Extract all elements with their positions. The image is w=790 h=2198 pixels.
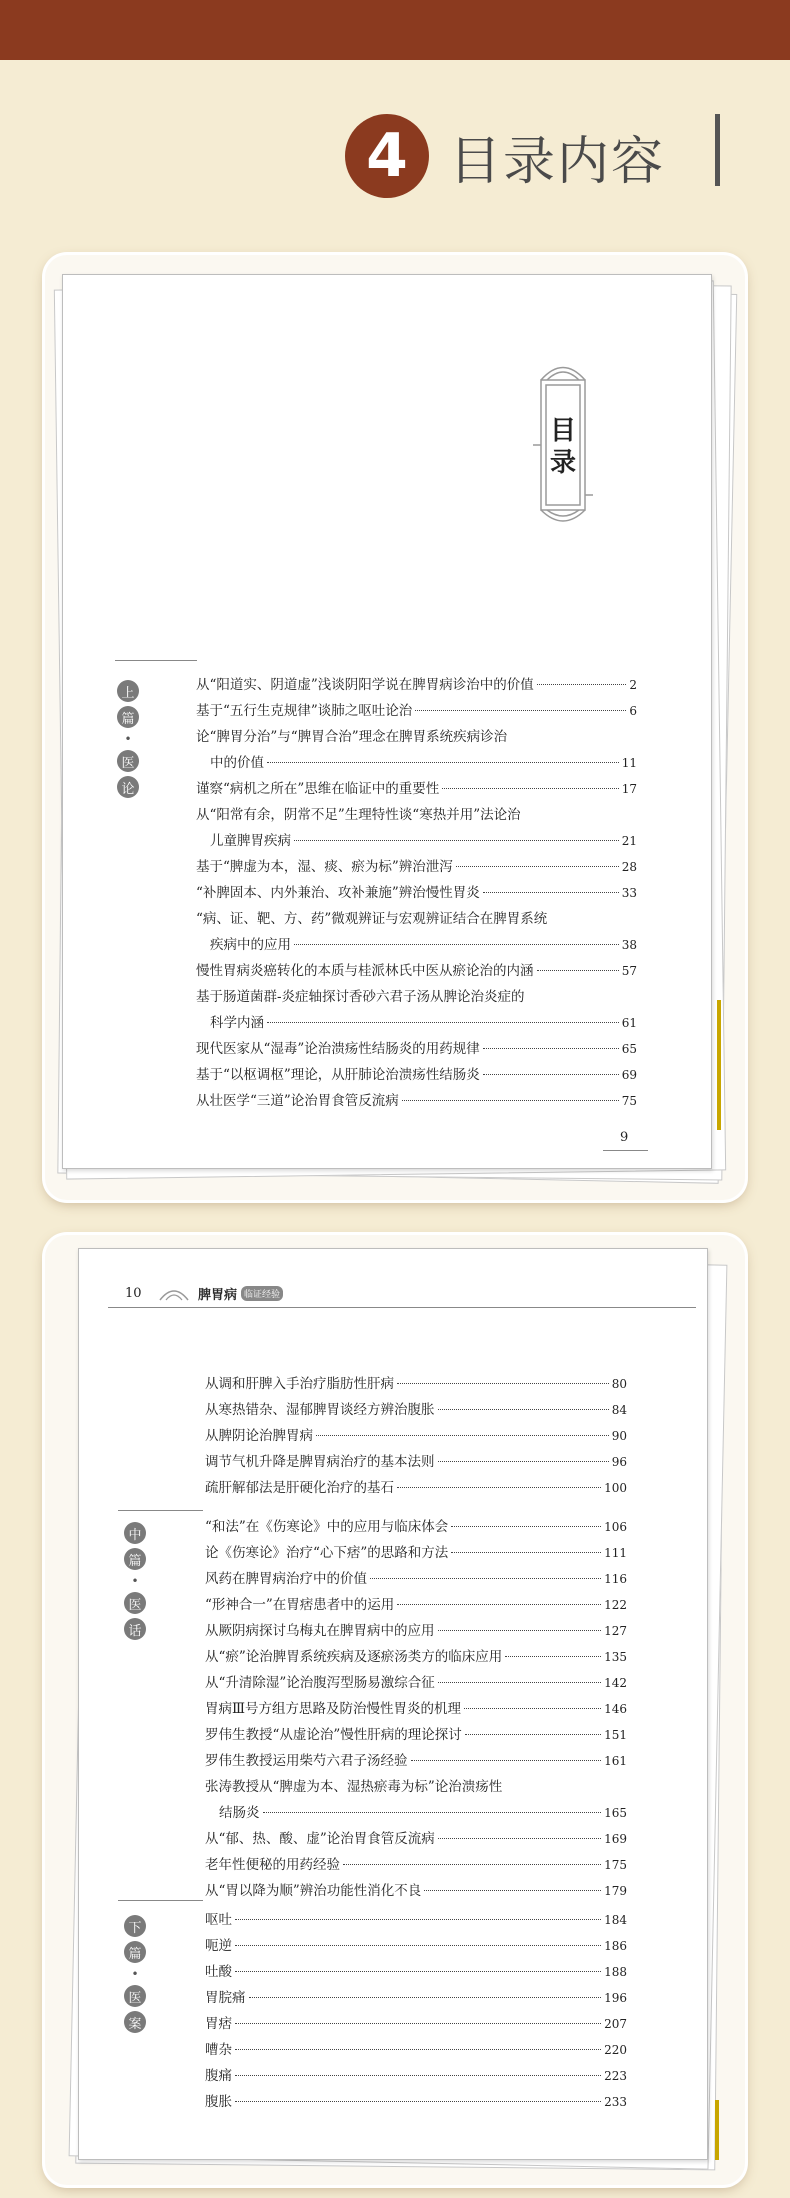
top-banner-bar bbox=[0, 0, 790, 60]
toc-entry-page: 188 bbox=[604, 1965, 627, 1979]
toc-entry-page: 223 bbox=[604, 2069, 627, 2083]
toc-entry[interactable] bbox=[205, 1908, 627, 1934]
heading-divider bbox=[715, 114, 720, 186]
toc-leader-dots bbox=[267, 1022, 619, 1023]
toc-entry-title: 嘈杂 bbox=[205, 2042, 232, 2058]
toc-entry-title: 从“郁、热、酸、虚”论治胃食管反流病 bbox=[205, 1831, 435, 1847]
toc-leader-dots bbox=[438, 1630, 602, 1631]
toc-entry-page: 142 bbox=[604, 1676, 627, 1690]
toc-entry-page: 151 bbox=[604, 1728, 627, 1742]
toc-entry-title: 从调和肝脾入手治疗脂肪性肝病 bbox=[205, 1376, 394, 1392]
toc-entry-page: 111 bbox=[604, 1546, 627, 1560]
part-label-char: 篇 bbox=[117, 706, 139, 728]
header-cloud-icon bbox=[158, 1286, 190, 1302]
toc-leader-dots bbox=[451, 1552, 601, 1553]
toc-entry[interactable] bbox=[210, 1011, 637, 1037]
toc-entry-title: 从厥阴病探讨乌梅丸在脾胃病中的应用 bbox=[205, 1623, 435, 1639]
page-edge-accent bbox=[715, 2100, 719, 2160]
toc-leader-dots bbox=[235, 1919, 601, 1920]
toc-entry[interactable] bbox=[205, 1775, 627, 1801]
toc-entry[interactable] bbox=[196, 1037, 637, 1063]
toc-entry-title: 从寒热错杂、湿郁脾胃谈经方辨治腹胀 bbox=[205, 1402, 435, 1418]
toc-leader-dots bbox=[438, 1461, 609, 1462]
toc-entry-title: “补脾固本、内外兼治、攻补兼施”辨治慢性胃炎 bbox=[196, 885, 480, 901]
toc-leader-dots bbox=[235, 2023, 601, 2024]
toc-leader-dots bbox=[397, 1487, 601, 1488]
toc-entry-title: “和法”在《伤寒论》中的应用与临床体会 bbox=[205, 1519, 449, 1535]
toc-entry-page: 21 bbox=[621, 834, 637, 848]
toc-entry-title: 呃逆 bbox=[205, 1938, 232, 1954]
toc-entry[interactable] bbox=[205, 1424, 627, 1450]
section-heading bbox=[345, 110, 665, 202]
toc-entry[interactable] bbox=[205, 1476, 627, 1502]
toc-entry[interactable] bbox=[196, 1063, 637, 1089]
toc-entry-page: 33 bbox=[621, 886, 637, 900]
toc-entry[interactable] bbox=[219, 1801, 627, 1827]
toc-leader-dots bbox=[263, 1812, 602, 1813]
toc-leader-dots bbox=[438, 1682, 601, 1683]
toc-leader-dots bbox=[235, 2049, 601, 2050]
toc-entry-title: 现代医家从“湿毒”论治溃疡性结肠炎的用药规律 bbox=[196, 1041, 480, 1057]
toc-entry-page: 106 bbox=[604, 1520, 627, 1534]
running-header-rule bbox=[108, 1307, 696, 1308]
toc-entry[interactable] bbox=[196, 699, 637, 725]
toc-leader-dots bbox=[397, 1604, 601, 1605]
toc-entry-page: 61 bbox=[621, 1016, 637, 1030]
part-label-middle bbox=[124, 1522, 146, 1644]
part-label-char: 话 bbox=[124, 1618, 146, 1640]
toc-leader-dots bbox=[294, 840, 619, 841]
toc-entry-title: 中的价值 bbox=[210, 755, 264, 771]
toc-entry-page: 2 bbox=[629, 678, 637, 692]
toc-leader-dots bbox=[438, 1838, 601, 1839]
toc-title-ornament bbox=[533, 350, 593, 535]
toc-entry-title: 基于肠道菌群-炎症轴探讨香砂六君子汤从脾论治炎症的 bbox=[196, 989, 525, 1005]
toc-title bbox=[533, 415, 593, 479]
toc-entry-title: 调节气机升降是脾胃病治疗的基本法则 bbox=[205, 1454, 435, 1470]
toc-entry-page: 175 bbox=[604, 1858, 627, 1872]
toc-leader-dots bbox=[316, 1435, 609, 1436]
toc-entry[interactable] bbox=[210, 751, 637, 777]
toc-entry[interactable] bbox=[196, 725, 637, 751]
toc-leader-dots bbox=[397, 1383, 609, 1384]
toc-entry-title: 结肠炎 bbox=[219, 1805, 260, 1821]
toc-entry-title: 从壮医学“三道”论治胃食管反流病 bbox=[196, 1093, 399, 1109]
toc-entry[interactable] bbox=[205, 2090, 627, 2116]
toc-leader-dots bbox=[438, 1409, 609, 1410]
page-number: 9 bbox=[620, 1130, 629, 1145]
part-label-char: 医 bbox=[124, 1985, 146, 2007]
toc-entry-page: 96 bbox=[611, 1455, 627, 1469]
toc-entry[interactable] bbox=[196, 907, 637, 933]
toc-entry-page: 11 bbox=[621, 756, 637, 770]
part-divider-line bbox=[115, 660, 197, 661]
toc-entry-page: 146 bbox=[604, 1702, 627, 1716]
part-label-separator: • bbox=[124, 732, 132, 746]
toc-entry[interactable] bbox=[196, 777, 637, 803]
toc-entry-title: 胃痞 bbox=[205, 2016, 232, 2032]
toc-entry-page: 207 bbox=[604, 2017, 627, 2031]
toc-leader-dots bbox=[235, 1971, 601, 1972]
page-edge-accent bbox=[717, 1000, 721, 1130]
toc-leader-dots bbox=[249, 1997, 602, 1998]
toc-entry[interactable] bbox=[205, 1960, 627, 1986]
toc-entry[interactable] bbox=[205, 2038, 627, 2064]
section-title: 目录内容 bbox=[449, 131, 666, 192]
toc-entry-title: 从“瘀”论治脾胃系统疾病及逐瘀汤类方的临床应用 bbox=[205, 1649, 503, 1665]
toc-entry[interactable] bbox=[205, 1749, 627, 1775]
part-label-char: 篇 bbox=[124, 1941, 146, 1963]
toc-entry[interactable] bbox=[196, 985, 637, 1011]
section-number-badge: 4 bbox=[345, 114, 429, 198]
toc-entry[interactable] bbox=[196, 959, 637, 985]
toc-leader-dots bbox=[483, 1048, 619, 1049]
toc-leader-dots bbox=[402, 1100, 619, 1101]
toc-entry-title: 老年性便秘的用药经验 bbox=[205, 1857, 340, 1873]
part-label-separator: • bbox=[131, 1574, 139, 1588]
part-divider-line bbox=[118, 1510, 203, 1511]
toc-leader-dots bbox=[537, 684, 627, 685]
toc-leader-dots bbox=[464, 1708, 601, 1709]
toc-leader-dots bbox=[424, 1890, 601, 1891]
toc-entry-page: 57 bbox=[621, 964, 637, 978]
part-label-char: 案 bbox=[124, 2011, 146, 2033]
toc-entry-title: 胃脘痛 bbox=[205, 1990, 246, 2006]
toc-entry-page: 90 bbox=[611, 1429, 627, 1443]
toc-entry[interactable] bbox=[210, 933, 637, 959]
toc-entry[interactable] bbox=[205, 1567, 627, 1593]
toc-entry[interactable] bbox=[205, 2064, 627, 2090]
toc-title-char: 目 bbox=[549, 416, 576, 446]
toc-leader-dots bbox=[370, 1578, 601, 1579]
toc-entry[interactable] bbox=[205, 1593, 627, 1619]
toc-entry[interactable] bbox=[205, 1934, 627, 1960]
toc-leader-dots bbox=[235, 2101, 601, 2102]
toc-entry[interactable] bbox=[196, 855, 637, 881]
toc-entry-title: 从“阳道实、阴道虚”浅谈阴阳学说在脾胃病诊治中的价值 bbox=[196, 677, 534, 693]
toc-entry-title: 儿童脾胃疾病 bbox=[210, 833, 291, 849]
toc-entry-title: 从“升清除湿”论治腹泻型肠易激综合征 bbox=[205, 1675, 435, 1691]
toc-entry-title: 疾病中的应用 bbox=[210, 937, 291, 953]
toc-entry[interactable] bbox=[205, 1723, 627, 1749]
toc-entry-title: 谨察“病机之所在”思维在临证中的重要性 bbox=[196, 781, 440, 797]
toc-entry[interactable] bbox=[196, 1089, 637, 1115]
toc-entry-title: 胃病Ⅲ号方组方思路及防治慢性胃炎的机理 bbox=[205, 1701, 462, 1717]
toc-entry[interactable] bbox=[205, 1450, 627, 1476]
toc-entry-page: 6 bbox=[629, 704, 637, 718]
toc-entry-title: 从“胃以降为顺”辨治功能性消化不良 bbox=[205, 1883, 422, 1899]
toc-entry-page: 28 bbox=[621, 860, 637, 874]
toc-entry-title: 从脾阴论治脾胃病 bbox=[205, 1428, 313, 1444]
toc-entry[interactable] bbox=[205, 1515, 627, 1541]
toc-entry-page: 179 bbox=[604, 1884, 627, 1898]
page-number: 10 bbox=[125, 1286, 142, 1301]
toc-entry[interactable] bbox=[205, 2012, 627, 2038]
part-label-lower bbox=[124, 1915, 146, 2037]
part-label-char: 医 bbox=[124, 1592, 146, 1614]
toc-entry-page: 17 bbox=[621, 782, 637, 796]
toc-entry[interactable] bbox=[196, 881, 637, 907]
toc-entry-page: 186 bbox=[604, 1939, 627, 1953]
toc-entry-page: 75 bbox=[621, 1094, 637, 1108]
toc-entry[interactable] bbox=[205, 1541, 627, 1567]
toc-entry-title: 科学内涵 bbox=[210, 1015, 264, 1031]
toc-leader-dots bbox=[235, 1945, 601, 1946]
toc-entry[interactable] bbox=[205, 1645, 627, 1671]
part-label-upper bbox=[117, 680, 139, 802]
toc-entry-title: 张涛教授从“脾虚为本、湿热瘀毒为标”论治溃疡性 bbox=[205, 1779, 503, 1795]
toc-entry[interactable] bbox=[210, 829, 637, 855]
toc-leader-dots bbox=[294, 944, 619, 945]
toc-leader-dots bbox=[537, 970, 619, 971]
toc-entry-page: 80 bbox=[611, 1377, 627, 1391]
toc-entry[interactable] bbox=[205, 1827, 627, 1853]
toc-entry-page: 100 bbox=[604, 1481, 627, 1495]
running-header-title: 脾胃病 bbox=[198, 1288, 238, 1303]
part-label-char: 论 bbox=[117, 776, 139, 798]
toc-entry-title: “病、证、靶、方、药”微观辨证与宏观辨证结合在脾胃系统 bbox=[196, 911, 548, 927]
toc-entry-page: 127 bbox=[604, 1624, 627, 1638]
page-number-rule bbox=[603, 1150, 648, 1151]
toc-leader-dots bbox=[343, 1864, 601, 1865]
toc-entry[interactable] bbox=[205, 1986, 627, 2012]
toc-leader-dots bbox=[235, 2075, 601, 2076]
part-label-separator: • bbox=[131, 1967, 139, 1981]
toc-leader-dots bbox=[465, 1734, 601, 1735]
toc-leader-dots bbox=[456, 866, 619, 867]
toc-entry-title: 腹痛 bbox=[205, 2068, 232, 2084]
toc-leader-dots bbox=[267, 762, 619, 763]
toc-entry-page: 220 bbox=[604, 2043, 627, 2057]
toc-entry-page: 84 bbox=[611, 1403, 627, 1417]
part-label-char: 篇 bbox=[124, 1548, 146, 1570]
part-label-char: 医 bbox=[117, 750, 139, 772]
toc-entry-page: 196 bbox=[604, 1991, 627, 2005]
toc-entry[interactable] bbox=[196, 803, 637, 829]
toc-entry-page: 122 bbox=[604, 1598, 627, 1612]
toc-entry-title: 慢性胃病炎癌转化的本质与桂派林氏中医从瘀论治的内涵 bbox=[196, 963, 534, 979]
toc-entry[interactable] bbox=[196, 673, 637, 699]
toc-entry-title: 罗伟生教授运用柴芍六君子汤经验 bbox=[205, 1753, 408, 1769]
toc-entry-title: 从“阳常有余，阴常不足”生理特性谈“寒热并用”法论治 bbox=[196, 807, 521, 823]
toc-entry-title: 基于“脾虚为本，湿、痰、瘀为标”辨治泄泻 bbox=[196, 859, 453, 875]
toc-entry-title: “形神合一”在胃痞患者中的运用 bbox=[205, 1597, 395, 1613]
part-divider-line bbox=[118, 1900, 203, 1901]
part-label-char: 中 bbox=[124, 1522, 146, 1544]
toc-leader-dots bbox=[411, 1760, 602, 1761]
toc-entry[interactable] bbox=[205, 1398, 627, 1424]
running-header bbox=[158, 1284, 283, 1303]
toc-entry-page: 184 bbox=[604, 1913, 627, 1927]
toc-entry[interactable] bbox=[205, 1697, 627, 1723]
toc-entry-title: 基于“五行生克规律”谈肺之呕吐论治 bbox=[196, 703, 413, 719]
part-label-char: 下 bbox=[124, 1915, 146, 1937]
running-header-subtitle: 临证经验 bbox=[241, 1286, 283, 1301]
toc-entry-page: 233 bbox=[604, 2095, 627, 2109]
toc-entry-title: 罗伟生教授“从虚论治”慢性肝病的理论探讨 bbox=[205, 1727, 462, 1743]
part-label-char: 上 bbox=[117, 680, 139, 702]
toc-entry-page: 65 bbox=[621, 1042, 637, 1056]
toc-leader-dots bbox=[442, 788, 618, 789]
toc-title-char: 录 bbox=[549, 448, 576, 478]
toc-entry-title: 呕吐 bbox=[205, 1912, 232, 1928]
toc-entry[interactable] bbox=[205, 1372, 627, 1398]
toc-entry-page: 116 bbox=[604, 1572, 627, 1586]
toc-entry-page: 135 bbox=[604, 1650, 627, 1664]
toc-entry-page: 165 bbox=[604, 1806, 627, 1820]
toc-leader-dots bbox=[505, 1656, 601, 1657]
toc-entry-title: 腹胀 bbox=[205, 2094, 232, 2110]
toc-entry-page: 161 bbox=[604, 1754, 627, 1768]
toc-leader-dots bbox=[415, 710, 626, 711]
toc-entry-page: 69 bbox=[621, 1068, 637, 1082]
toc-entry[interactable] bbox=[205, 1853, 627, 1879]
toc-entry-page: 169 bbox=[604, 1832, 627, 1846]
toc-leader-dots bbox=[483, 892, 619, 893]
toc-entry-title: 疏肝解郁法是肝硬化治疗的基石 bbox=[205, 1480, 394, 1496]
toc-entry[interactable] bbox=[205, 1619, 627, 1645]
toc-entry-title: 吐酸 bbox=[205, 1964, 232, 1980]
toc-entry-title: 论“脾胃分治”与“脾胃合治”理念在脾胃系统疾病诊治 bbox=[196, 729, 508, 745]
toc-entry[interactable] bbox=[205, 1671, 627, 1697]
toc-entry-title: 风药在脾胃病治疗中的价值 bbox=[205, 1571, 367, 1587]
toc-leader-dots bbox=[451, 1526, 601, 1527]
toc-leader-dots bbox=[483, 1074, 619, 1075]
toc-entry[interactable] bbox=[205, 1879, 627, 1905]
toc-entry-title: 论《伤寒论》治疗“心下痞”的思路和方法 bbox=[205, 1545, 449, 1561]
toc-entry-page: 38 bbox=[621, 938, 637, 952]
toc-entry-title: 基于“以枢调枢”理论，从肝肺论治溃疡性结肠炎 bbox=[196, 1067, 480, 1083]
